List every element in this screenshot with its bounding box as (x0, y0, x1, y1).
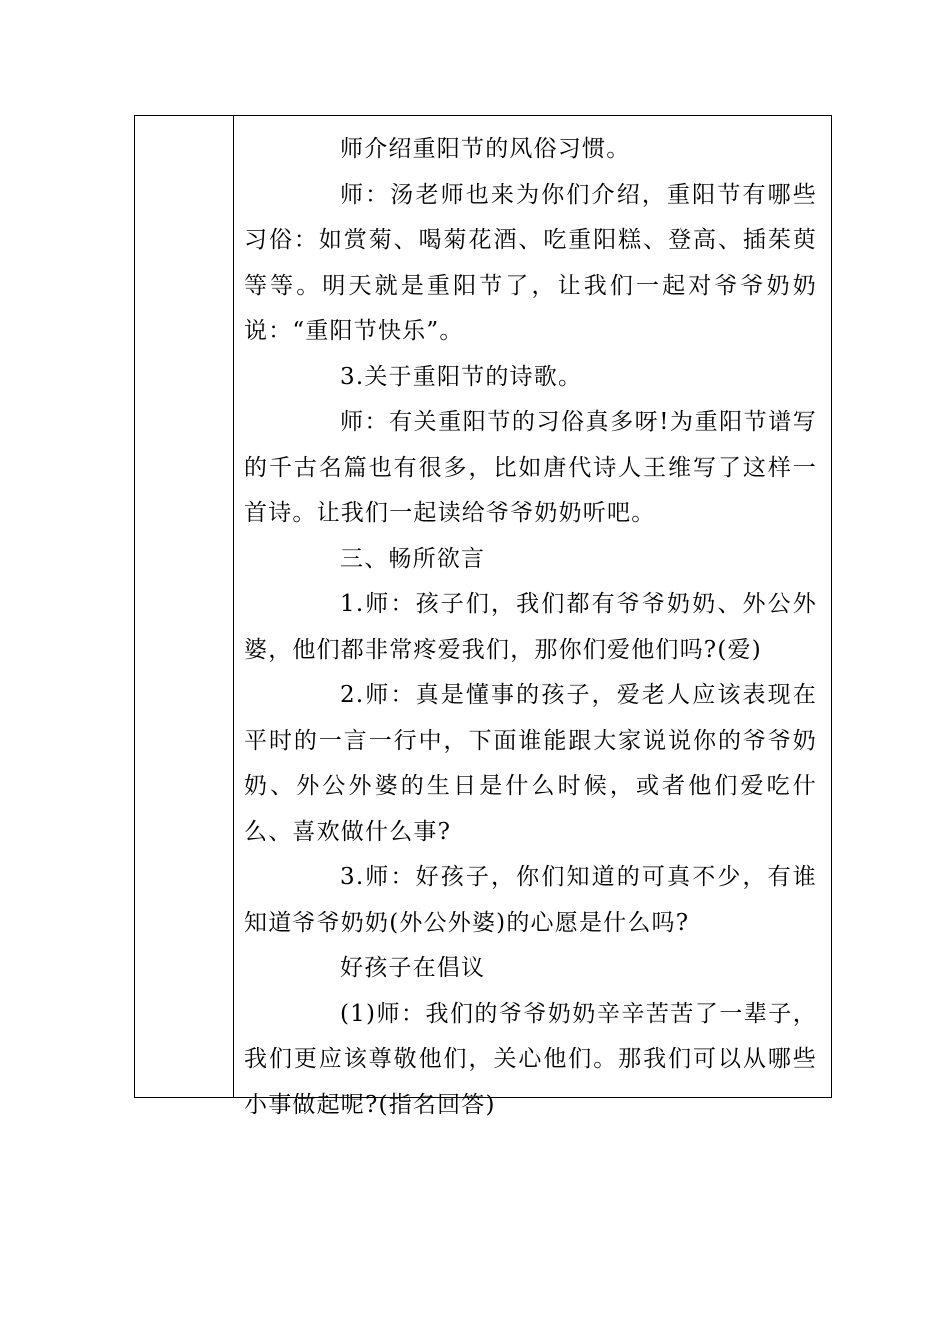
paragraph-question-1: 1.师：孩子们，我们都有爷爷奶奶、外公外婆，他们都非常疼爱我们，那你们爱他们吗?(爱) (244, 591, 817, 663)
paragraph-proposal-heading: 好孩子在倡议 (340, 955, 486, 981)
paragraph-intro-customs: 师介绍重阳节的风俗习惯。 (340, 136, 631, 162)
paragraph-poem-heading: 3.关于重阳节的诗歌。 (340, 363, 583, 390)
table-content-cell (234, 116, 831, 1118)
section-heading-speak-freely: 三、畅所欲言 (340, 545, 486, 572)
paragraph-question-3: 3.师：好孩子，你们知道的可真不少，有谁知道爷爷奶奶(外公外婆)的心愿是什么吗? (244, 864, 817, 936)
paragraph-question-2: 2.师：真是懂事的孩子，爱老人应该表现在平时的一言一行中，下面谁能跟大家说说你的爷爷奶奶、外公外婆的生日是什么时候，或者他们爱吃什么、喜欢做什么事? (244, 682, 817, 845)
paragraph-teacher-poem: 师：有关重阳节的习俗真多呀!为重阳节谱写的千古名篇也有很多，比如唐代诗人王维写了这样一首诗。让我们一起读给爷爷奶奶听吧。 (244, 409, 817, 526)
lesson-table (134, 115, 832, 1118)
paragraph-proposal-1: (1)师：我们的爷爷奶奶辛辛苦苦了一辈子，我们更应该尊敬他们，关心他们。那我们可以从哪些小事做起呢?(指名回答) (244, 1000, 817, 1118)
paragraph-teacher-customs: 师：汤老师也来为你们介绍，重阳节有哪些习俗：如赏菊、喝菊花酒、吃重阳糕、登高、插茱萸等等。明天就是重阳节了，让我们一起对爷爷奶奶说：“重阳节快乐”。 (244, 181, 817, 344)
table-left-column (135, 116, 234, 1097)
